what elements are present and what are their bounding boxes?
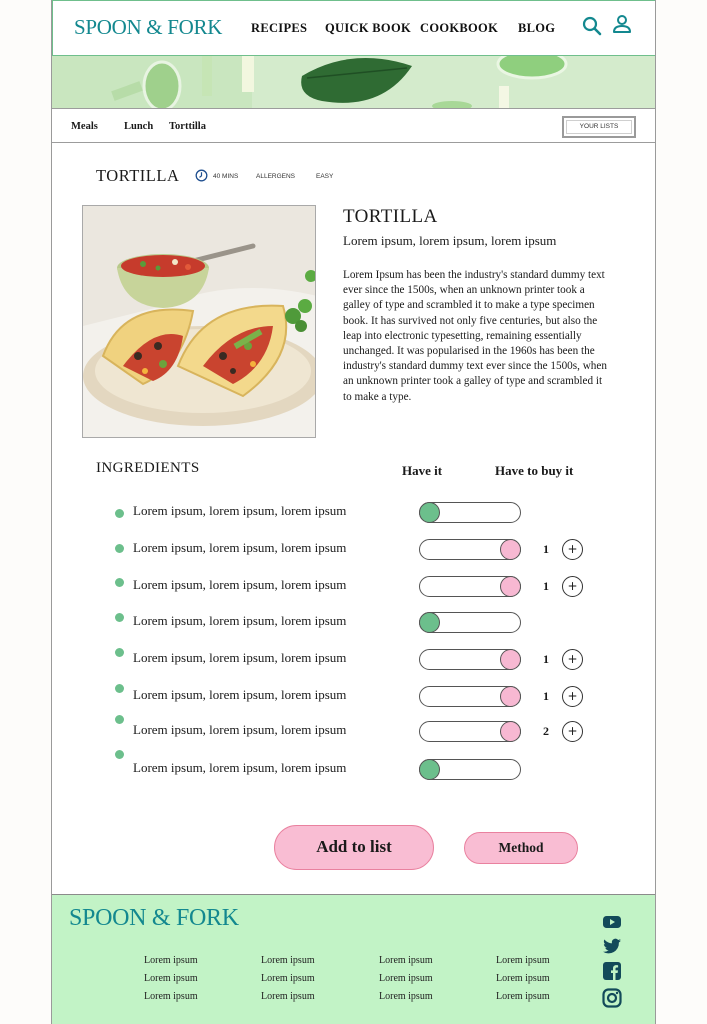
ingredient-name: Lorem ipsum, lorem ipsum, lorem ipsum <box>133 503 347 518</box>
breadcrumb-bar <box>52 108 656 143</box>
have-it-toggle[interactable] <box>419 612 521 633</box>
recipe-photo <box>82 205 316 438</box>
footer-link[interactable]: Lorem ipsum <box>261 955 315 966</box>
footer-link[interactable]: Lorem ipsum <box>496 973 550 984</box>
tacos-image <box>83 206 316 438</box>
buy-quantity: 1 <box>543 689 549 703</box>
have-it-toggle[interactable] <box>419 721 521 742</box>
ingredient-row <box>52 501 656 525</box>
site-footer <box>52 894 656 1024</box>
footer-link[interactable]: Lorem ipsum <box>261 973 315 984</box>
ingredient-name: Lorem ipsum, lorem ipsum, lorem ipsum <box>133 760 347 775</box>
difficulty-label: EASY <box>316 173 334 180</box>
bullet-dot <box>115 509 124 518</box>
have-it-toggle[interactable] <box>419 686 521 707</box>
hero-vegetables-image <box>52 56 656 108</box>
have-it-toggle[interactable] <box>419 649 521 670</box>
nav-blog[interactable]: BLOG <box>518 21 556 35</box>
ingredient-row <box>52 685 656 709</box>
toggle-knob[interactable] <box>419 612 440 633</box>
footer-link[interactable]: Lorem ipsum <box>379 973 433 984</box>
have-it-toggle[interactable] <box>419 539 521 560</box>
ingredient-row <box>52 538 656 562</box>
ingredient-name: Lorem ipsum, lorem ipsum, lorem ipsum <box>133 722 347 737</box>
ingredient-name: Lorem ipsum, lorem ipsum, lorem ipsum <box>133 577 347 592</box>
increase-quantity-button[interactable]: + <box>562 576 583 597</box>
footer-link[interactable]: Lorem ipsum <box>496 955 550 966</box>
buy-quantity: 1 <box>543 652 549 666</box>
buy-quantity: 2 <box>543 724 549 738</box>
nav-recipes[interactable]: RECIPES <box>251 21 308 35</box>
add-to-list-button[interactable]: Add to list <box>274 825 434 870</box>
breadcrumb-lunch[interactable]: Lunch <box>124 121 154 132</box>
bullet-dot <box>115 613 124 622</box>
ingredient-row <box>52 648 656 672</box>
cook-time: 40 MINS <box>213 173 239 180</box>
clock-icon <box>195 169 208 182</box>
bullet-dot <box>115 684 124 693</box>
footer-link[interactable]: Lorem ipsum <box>144 991 198 1002</box>
have-it-header: Have it <box>402 463 443 478</box>
footer-link[interactable]: Lorem ipsum <box>261 991 315 1002</box>
recipe-subtitle: Lorem ipsum, lorem ipsum, lorem ipsum <box>343 233 557 248</box>
site-header <box>52 0 656 56</box>
ingredient-name: Lorem ipsum, lorem ipsum, lorem ipsum <box>133 540 347 555</box>
toggle-knob[interactable] <box>500 721 521 742</box>
increase-quantity-button[interactable]: + <box>562 686 583 707</box>
footer-link[interactable]: Lorem ipsum <box>144 973 198 984</box>
ingredient-name: Lorem ipsum, lorem ipsum, lorem ipsum <box>133 687 347 702</box>
bullet-dot <box>115 715 124 724</box>
toggle-knob[interactable] <box>500 649 521 670</box>
footer-link[interactable]: Lorem ipsum <box>379 955 433 966</box>
bullet-dot <box>115 648 124 657</box>
hero-banner <box>52 56 656 108</box>
site-logo[interactable]: SPOON & FORK <box>74 15 223 39</box>
search-icon[interactable] <box>581 15 603 37</box>
nav-quick-book[interactable]: QUICK BOOK <box>325 21 411 35</box>
footer-link[interactable]: Lorem ipsum <box>144 955 198 966</box>
nav-cookbook[interactable]: COOKBOOK <box>420 21 499 35</box>
allergens-link[interactable]: ALLERGENS <box>256 173 296 180</box>
ingredient-row <box>52 720 656 744</box>
user-icon[interactable] <box>611 13 633 35</box>
increase-quantity-button[interactable]: + <box>562 539 583 560</box>
toggle-knob[interactable] <box>500 576 521 597</box>
increase-quantity-button[interactable]: + <box>562 649 583 670</box>
footer-link[interactable]: Lorem ipsum <box>379 991 433 1002</box>
twitter-icon[interactable] <box>602 936 622 956</box>
ingredient-row <box>52 575 656 599</box>
have-it-toggle[interactable] <box>419 576 521 597</box>
breadcrumb-torttilla[interactable]: Torttilla <box>169 121 206 132</box>
buy-quantity: 1 <box>543 579 549 593</box>
footer-link[interactable]: Lorem ipsum <box>496 991 550 1002</box>
facebook-icon[interactable] <box>602 961 622 981</box>
toggle-knob[interactable] <box>419 502 440 523</box>
method-button[interactable]: Method <box>464 832 578 864</box>
have-it-toggle[interactable] <box>419 759 521 780</box>
page-frame <box>51 0 656 1024</box>
buy-quantity: 1 <box>543 542 549 556</box>
toggle-knob[interactable] <box>500 686 521 707</box>
your-lists-button[interactable]: YOUR LISTS <box>562 116 636 138</box>
bullet-dot <box>115 750 124 759</box>
youtube-icon[interactable] <box>602 912 622 932</box>
toggle-knob[interactable] <box>419 759 440 780</box>
ingredient-name: Lorem ipsum, lorem ipsum, lorem ipsum <box>133 613 347 628</box>
have-to-buy-header: Have to buy it <box>495 463 574 478</box>
recipe-description: Lorem Ipsum has been the industry's standard dummy text ever since the 1500s, when an unknown printer took a galley of type and scrambled it to make a type specimen book. It has survived not only five centuries, but also the leap into electronic typesetting, remaining essentially unchanged. It was popularised in the 1960s has been the industry's standard dummy text ever since the 1500s, when an unknown printer took a galley of type and scrambled it to make a type. <box>343 269 607 403</box>
increase-quantity-button[interactable]: + <box>562 721 583 742</box>
ingredient-row <box>52 758 656 782</box>
footer-logo[interactable]: SPOON & FORK <box>69 905 239 931</box>
toggle-knob[interactable] <box>500 539 521 560</box>
ingredients-title: INGREDIENTS <box>96 460 200 476</box>
have-it-toggle[interactable] <box>419 502 521 523</box>
ingredient-row <box>52 611 656 635</box>
breadcrumb-meals[interactable]: Meals <box>71 121 98 132</box>
recipe-heading: TORTILLA <box>343 206 438 227</box>
bullet-dot <box>115 578 124 587</box>
instagram-icon[interactable] <box>602 988 622 1008</box>
recipe-title: TORTILLA <box>96 166 180 185</box>
bullet-dot <box>115 544 124 553</box>
ingredient-name: Lorem ipsum, lorem ipsum, lorem ipsum <box>133 650 347 665</box>
